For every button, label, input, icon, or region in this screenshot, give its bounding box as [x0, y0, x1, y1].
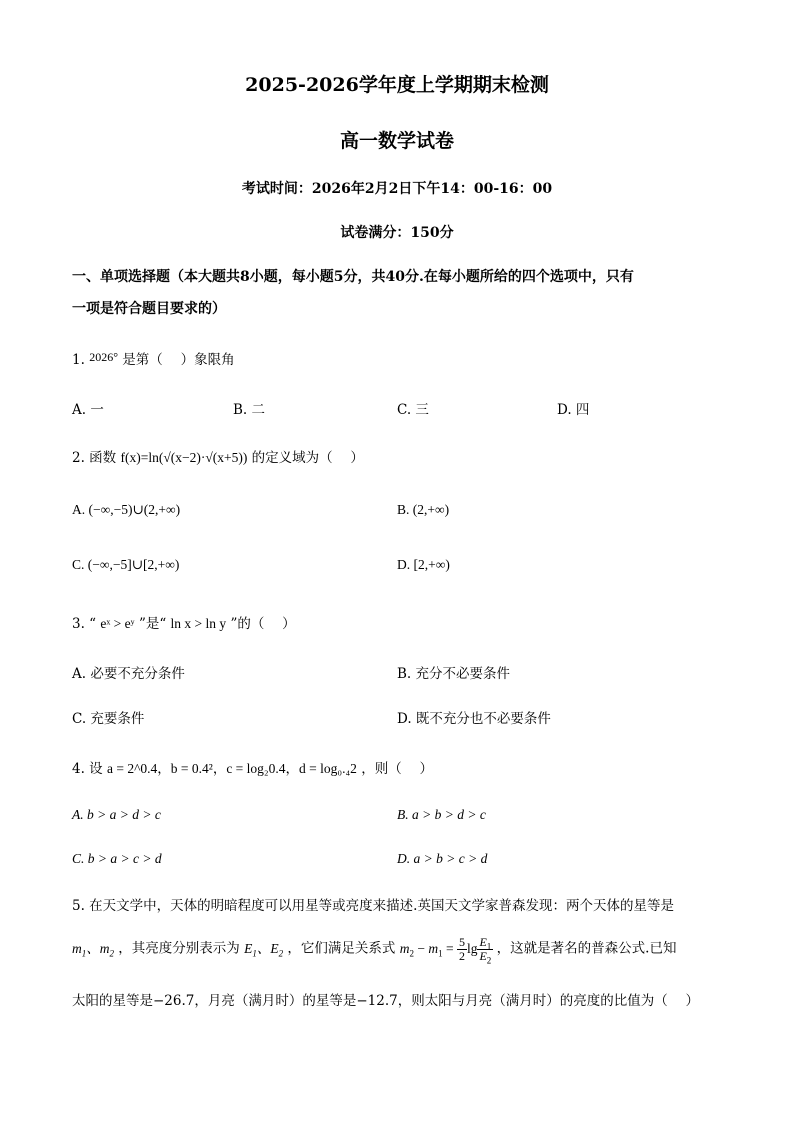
- function-expr: f(x)=ln(√(x−2)·√(x+5)): [120, 450, 248, 465]
- question-number: 4. 设: [72, 761, 103, 777]
- question-5-line2: [72, 935, 677, 966]
- q3-option-d: D. 既不充分也不必要条件: [397, 711, 551, 727]
- condition-1: eˣ > eʸ: [100, 616, 135, 631]
- q4-option-c: C. b > a > c > d: [72, 851, 162, 866]
- question-text: ”的（ ）: [230, 616, 296, 632]
- line2-text-a: ，其亮度分别表示为: [118, 940, 240, 957]
- question-number: 2. 函数: [72, 450, 117, 466]
- line2-text-b: ，它们满足关系式: [287, 940, 396, 957]
- question-4: [72, 757, 433, 777]
- question-5-line1: 5. 在天文学中，天体的明暗程度可以用星等或亮度来描述.英国天文学家普森发现：两个天体的星等是: [72, 898, 674, 914]
- q4-option-d: D. a > b > c > d: [397, 851, 488, 866]
- q2-option-b: B. (2,+∞): [397, 502, 450, 517]
- q1-option-c: C. 三: [397, 402, 429, 418]
- question-text: ，则（ ）: [361, 761, 434, 777]
- question-2: [72, 446, 364, 466]
- q2-option-c: C. (−∞,−5]∪[2,+∞): [72, 557, 180, 572]
- full-score: 试卷满分：150分: [340, 225, 454, 241]
- connector-text: ”是“: [138, 616, 167, 632]
- section-heading-line1: 一、单项选择题（本大题共8小题，每小题5分，共40分.在每小题所给的四个选项中，只有: [72, 269, 634, 285]
- angle-expr: 2026°: [89, 350, 118, 364]
- exam-time: 考试时间：2026年2月2日下午14：00-16：00: [241, 181, 553, 197]
- q1-option-a: A. 一: [72, 402, 104, 418]
- question-3: [72, 612, 296, 632]
- m1-m2: $m_1$、$m_2$: [72, 940, 114, 959]
- q2-option-d: D. [2,+∞): [397, 557, 450, 572]
- exam-subtitle: 高一数学试卷: [339, 130, 454, 152]
- q4-option-b: B. a > b > d > c: [397, 807, 486, 822]
- question-number: 3. “: [72, 616, 97, 632]
- q1-option-d: D. 四: [557, 402, 590, 418]
- question-text: 的定义域为（ ）: [251, 450, 364, 466]
- q1-option-b: B. 二: [233, 402, 266, 418]
- q2-option-a: A. (−∞,−5)∪(2,+∞): [72, 502, 181, 517]
- q4-option-a: A. b > a > d > c: [72, 807, 161, 822]
- line2-text-c: ，这就是著名的普森公式.已知: [496, 940, 677, 957]
- e1-e2: $E_1$、$E_2$: [244, 940, 284, 959]
- exam-title: 2025-2026学年度上学期期末检测: [245, 74, 549, 96]
- question-1: [72, 348, 235, 368]
- question-number: 1.: [72, 352, 85, 368]
- q3-option-c: C. 充要条件: [72, 711, 145, 727]
- question-5-line3: 太阳的星等是−26.7，月亮（满月时）的星等是−12.7，则太阳与月亮（满月时）的亮度的比值为（ ）: [72, 993, 700, 1009]
- q3-option-b: B. 充分不必要条件: [397, 666, 511, 682]
- section-heading-line2: 一项是符合题目要求的）: [72, 301, 226, 317]
- q3-option-a: A. 必要不充分条件: [72, 666, 185, 682]
- pogson-formula: $m_2 - m_1$ = $\frac{5}{2}$ lg $\frac{E_1}{E_2}$: [399, 935, 492, 966]
- definitions: a = 2^0.4，b = 0.4²，c = log₂0.4，d = log₀.₄2: [106, 761, 357, 776]
- question-text: 是第（ ）象限角: [122, 352, 235, 368]
- condition-2: ln x > ln y: [170, 616, 227, 631]
